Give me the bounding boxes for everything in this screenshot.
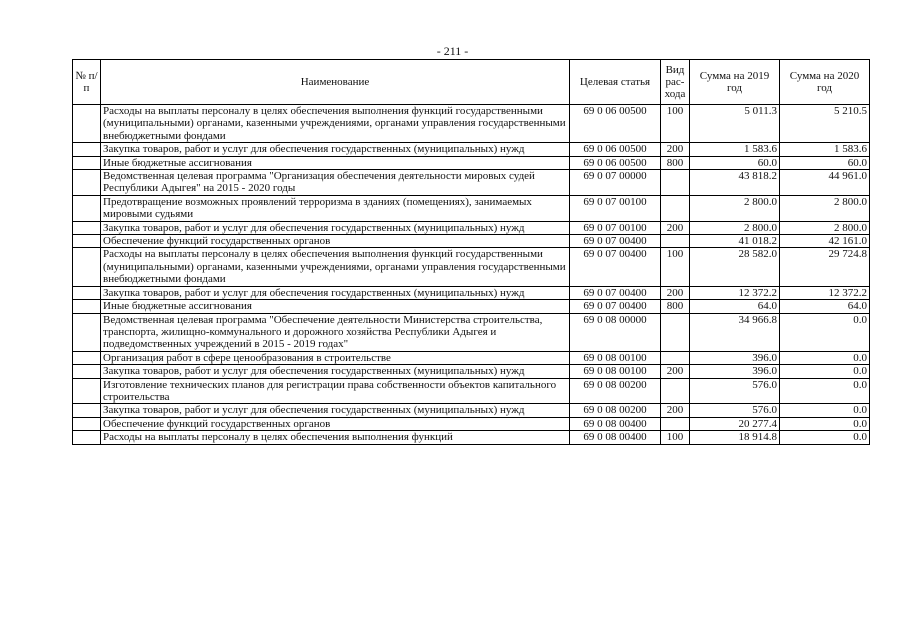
cell-name: Закупка товаров, работ и услуг для обеспечения государственных (муниципальных) нужд: [101, 221, 570, 234]
table-row: [73, 221, 870, 234]
cell-number: [73, 313, 101, 351]
cell-expense-type: 200: [661, 221, 690, 234]
cell-number: [73, 404, 101, 417]
cell-sum-2019: 12 372.2: [690, 286, 780, 299]
table-row: [73, 365, 870, 378]
cell-name: Ведомственная целевая программа "Обеспечение деятельности Министерства строительства, транспорта, жилищно-коммунального и дорожного хозяйства Республики Адыгея и подведомственных учреждений в 2015 - 2019 годах": [101, 313, 570, 351]
table-row: [73, 431, 870, 444]
cell-expense-type: 200: [661, 286, 690, 299]
cell-expense-type: 200: [661, 143, 690, 156]
cell-expense-type: [661, 351, 690, 364]
cell-number: [73, 195, 101, 221]
header-sum-2019: Сумма на 2019 год: [690, 60, 780, 105]
cell-target-code: 69 0 06 00500: [570, 143, 661, 156]
cell-sum-2020: 0.0: [780, 313, 870, 351]
cell-expense-type: [661, 313, 690, 351]
cell-number: [73, 365, 101, 378]
cell-sum-2020: 29 724.8: [780, 248, 870, 286]
table-row: [73, 286, 870, 299]
cell-name: Обеспечение функций государственных органов: [101, 235, 570, 248]
table-row: [73, 170, 870, 196]
table-row: [73, 417, 870, 430]
cell-expense-type: [661, 195, 690, 221]
cell-sum-2019: 576.0: [690, 404, 780, 417]
cell-name: Иные бюджетные ассигнования: [101, 156, 570, 169]
cell-number: [73, 417, 101, 430]
cell-sum-2020: 0.0: [780, 378, 870, 404]
cell-target-code: 69 0 08 00100: [570, 365, 661, 378]
cell-sum-2019: 18 914.8: [690, 431, 780, 444]
table-row: [73, 235, 870, 248]
cell-expense-type: 800: [661, 300, 690, 313]
cell-number: [73, 170, 101, 196]
table-row: [73, 378, 870, 404]
cell-sum-2020: 12 372.2: [780, 286, 870, 299]
cell-expense-type: 200: [661, 404, 690, 417]
cell-target-code: 69 0 06 00500: [570, 156, 661, 169]
cell-sum-2020: 64.0: [780, 300, 870, 313]
cell-sum-2019: 34 966.8: [690, 313, 780, 351]
cell-name: Закупка товаров, работ и услуг для обеспечения государственных (муниципальных) нужд: [101, 365, 570, 378]
cell-target-code: 69 0 08 00400: [570, 417, 661, 430]
cell-sum-2019: 43 818.2: [690, 170, 780, 196]
cell-name: Иные бюджетные ассигнования: [101, 300, 570, 313]
table-row: [73, 313, 870, 351]
cell-expense-type: [661, 378, 690, 404]
cell-target-code: 69 0 07 00000: [570, 170, 661, 196]
cell-target-code: 69 0 08 00200: [570, 378, 661, 404]
table-row: [73, 404, 870, 417]
cell-sum-2020: 5 210.5: [780, 105, 870, 143]
cell-expense-type: [661, 170, 690, 196]
cell-sum-2019: 60.0: [690, 156, 780, 169]
cell-name: Закупка товаров, работ и услуг для обеспечения государственных (муниципальных) нужд: [101, 143, 570, 156]
cell-name: Организация работ в сфере ценообразования в строительстве: [101, 351, 570, 364]
cell-sum-2020: 0.0: [780, 431, 870, 444]
cell-sum-2019: 41 018.2: [690, 235, 780, 248]
table-row: [73, 248, 870, 286]
cell-name: Расходы на выплаты персоналу в целях обеспечения выполнения функций государственными (муниципальными) органами, казенными учреждениями, органами управления государственными внебюджетными фондами: [101, 248, 570, 286]
cell-number: [73, 431, 101, 444]
cell-expense-type: [661, 235, 690, 248]
table-row: [73, 143, 870, 156]
cell-expense-type: 200: [661, 365, 690, 378]
table-row: [73, 300, 870, 313]
table-header-row: [73, 60, 870, 105]
cell-expense-type: 100: [661, 248, 690, 286]
table-row: [73, 105, 870, 143]
table-row: [73, 351, 870, 364]
cell-sum-2020: 60.0: [780, 156, 870, 169]
cell-name: Расходы на выплаты персоналу в целях обеспечения выполнения функций: [101, 431, 570, 444]
cell-name: Расходы на выплаты персоналу в целях обеспечения выполнения функций государственными (муниципальными) органами, казенными учреждениями, органами управления государственными внебюджетными фондами: [101, 105, 570, 143]
cell-sum-2020: 0.0: [780, 351, 870, 364]
cell-target-code: 69 0 07 00400: [570, 300, 661, 313]
table-row: [73, 195, 870, 221]
table-body: [73, 105, 870, 445]
cell-sum-2020: 0.0: [780, 404, 870, 417]
header-code: Целевая статья: [570, 60, 661, 105]
cell-name: Обеспечение функций государственных органов: [101, 417, 570, 430]
page-number: - 211 -: [436, 44, 469, 58]
cell-number: [73, 221, 101, 234]
budget-table: [72, 59, 870, 445]
cell-sum-2020: 0.0: [780, 417, 870, 430]
cell-number: [73, 248, 101, 286]
cell-sum-2020: 0.0: [780, 365, 870, 378]
cell-sum-2019: 576.0: [690, 378, 780, 404]
cell-name: Закупка товаров, работ и услуг для обеспечения государственных (муниципальных) нужд: [101, 404, 570, 417]
cell-expense-type: 100: [661, 105, 690, 143]
cell-target-code: 69 0 06 00500: [570, 105, 661, 143]
cell-sum-2019: 396.0: [690, 351, 780, 364]
header-name: Наименование: [101, 60, 570, 105]
cell-sum-2020: 2 800.0: [780, 195, 870, 221]
cell-target-code: 69 0 08 00100: [570, 351, 661, 364]
cell-sum-2019: 396.0: [690, 365, 780, 378]
cell-sum-2020: 44 961.0: [780, 170, 870, 196]
cell-sum-2020: 42 161.0: [780, 235, 870, 248]
cell-expense-type: 800: [661, 156, 690, 169]
cell-target-code: 69 0 08 00000: [570, 313, 661, 351]
cell-target-code: 69 0 07 00400: [570, 248, 661, 286]
cell-sum-2019: 64.0: [690, 300, 780, 313]
table-row: [73, 156, 870, 169]
cell-sum-2019: 5 011.3: [690, 105, 780, 143]
cell-number: [73, 105, 101, 143]
cell-target-code: 69 0 08 00200: [570, 404, 661, 417]
cell-number: [73, 235, 101, 248]
header-no: № п/п: [73, 60, 101, 105]
cell-number: [73, 156, 101, 169]
cell-sum-2020: 1 583.6: [780, 143, 870, 156]
cell-name: Ведомственная целевая программа "Организация обеспечения деятельности мировых судей Республики Адыгея" на 2015 - 2020 годы: [101, 170, 570, 196]
cell-expense-type: [661, 417, 690, 430]
cell-sum-2019: 2 800.0: [690, 195, 780, 221]
cell-number: [73, 300, 101, 313]
cell-number: [73, 143, 101, 156]
cell-sum-2019: 20 277.4: [690, 417, 780, 430]
cell-expense-type: 100: [661, 431, 690, 444]
header-vr: Вид рас-хода: [661, 60, 690, 105]
cell-number: [73, 286, 101, 299]
cell-sum-2019: 28 582.0: [690, 248, 780, 286]
cell-name: Закупка товаров, работ и услуг для обеспечения государственных (муниципальных) нужд: [101, 286, 570, 299]
cell-number: [73, 351, 101, 364]
cell-name: Предотвращение возможных проявлений терроризма в зданиях (помещениях), занимаемых мировыми судьями: [101, 195, 570, 221]
cell-target-code: 69 0 07 00100: [570, 195, 661, 221]
cell-sum-2019: 1 583.6: [690, 143, 780, 156]
cell-target-code: 69 0 07 00400: [570, 286, 661, 299]
cell-sum-2019: 2 800.0: [690, 221, 780, 234]
cell-sum-2020: 2 800.0: [780, 221, 870, 234]
cell-name: Изготовление технических планов для регистрации права собственности объектов капитального строительства: [101, 378, 570, 404]
cell-number: [73, 378, 101, 404]
cell-target-code: 69 0 08 00400: [570, 431, 661, 444]
cell-target-code: 69 0 07 00100: [570, 221, 661, 234]
cell-target-code: 69 0 07 00400: [570, 235, 661, 248]
header-sum-2020: Сумма на 2020 год: [780, 60, 870, 105]
